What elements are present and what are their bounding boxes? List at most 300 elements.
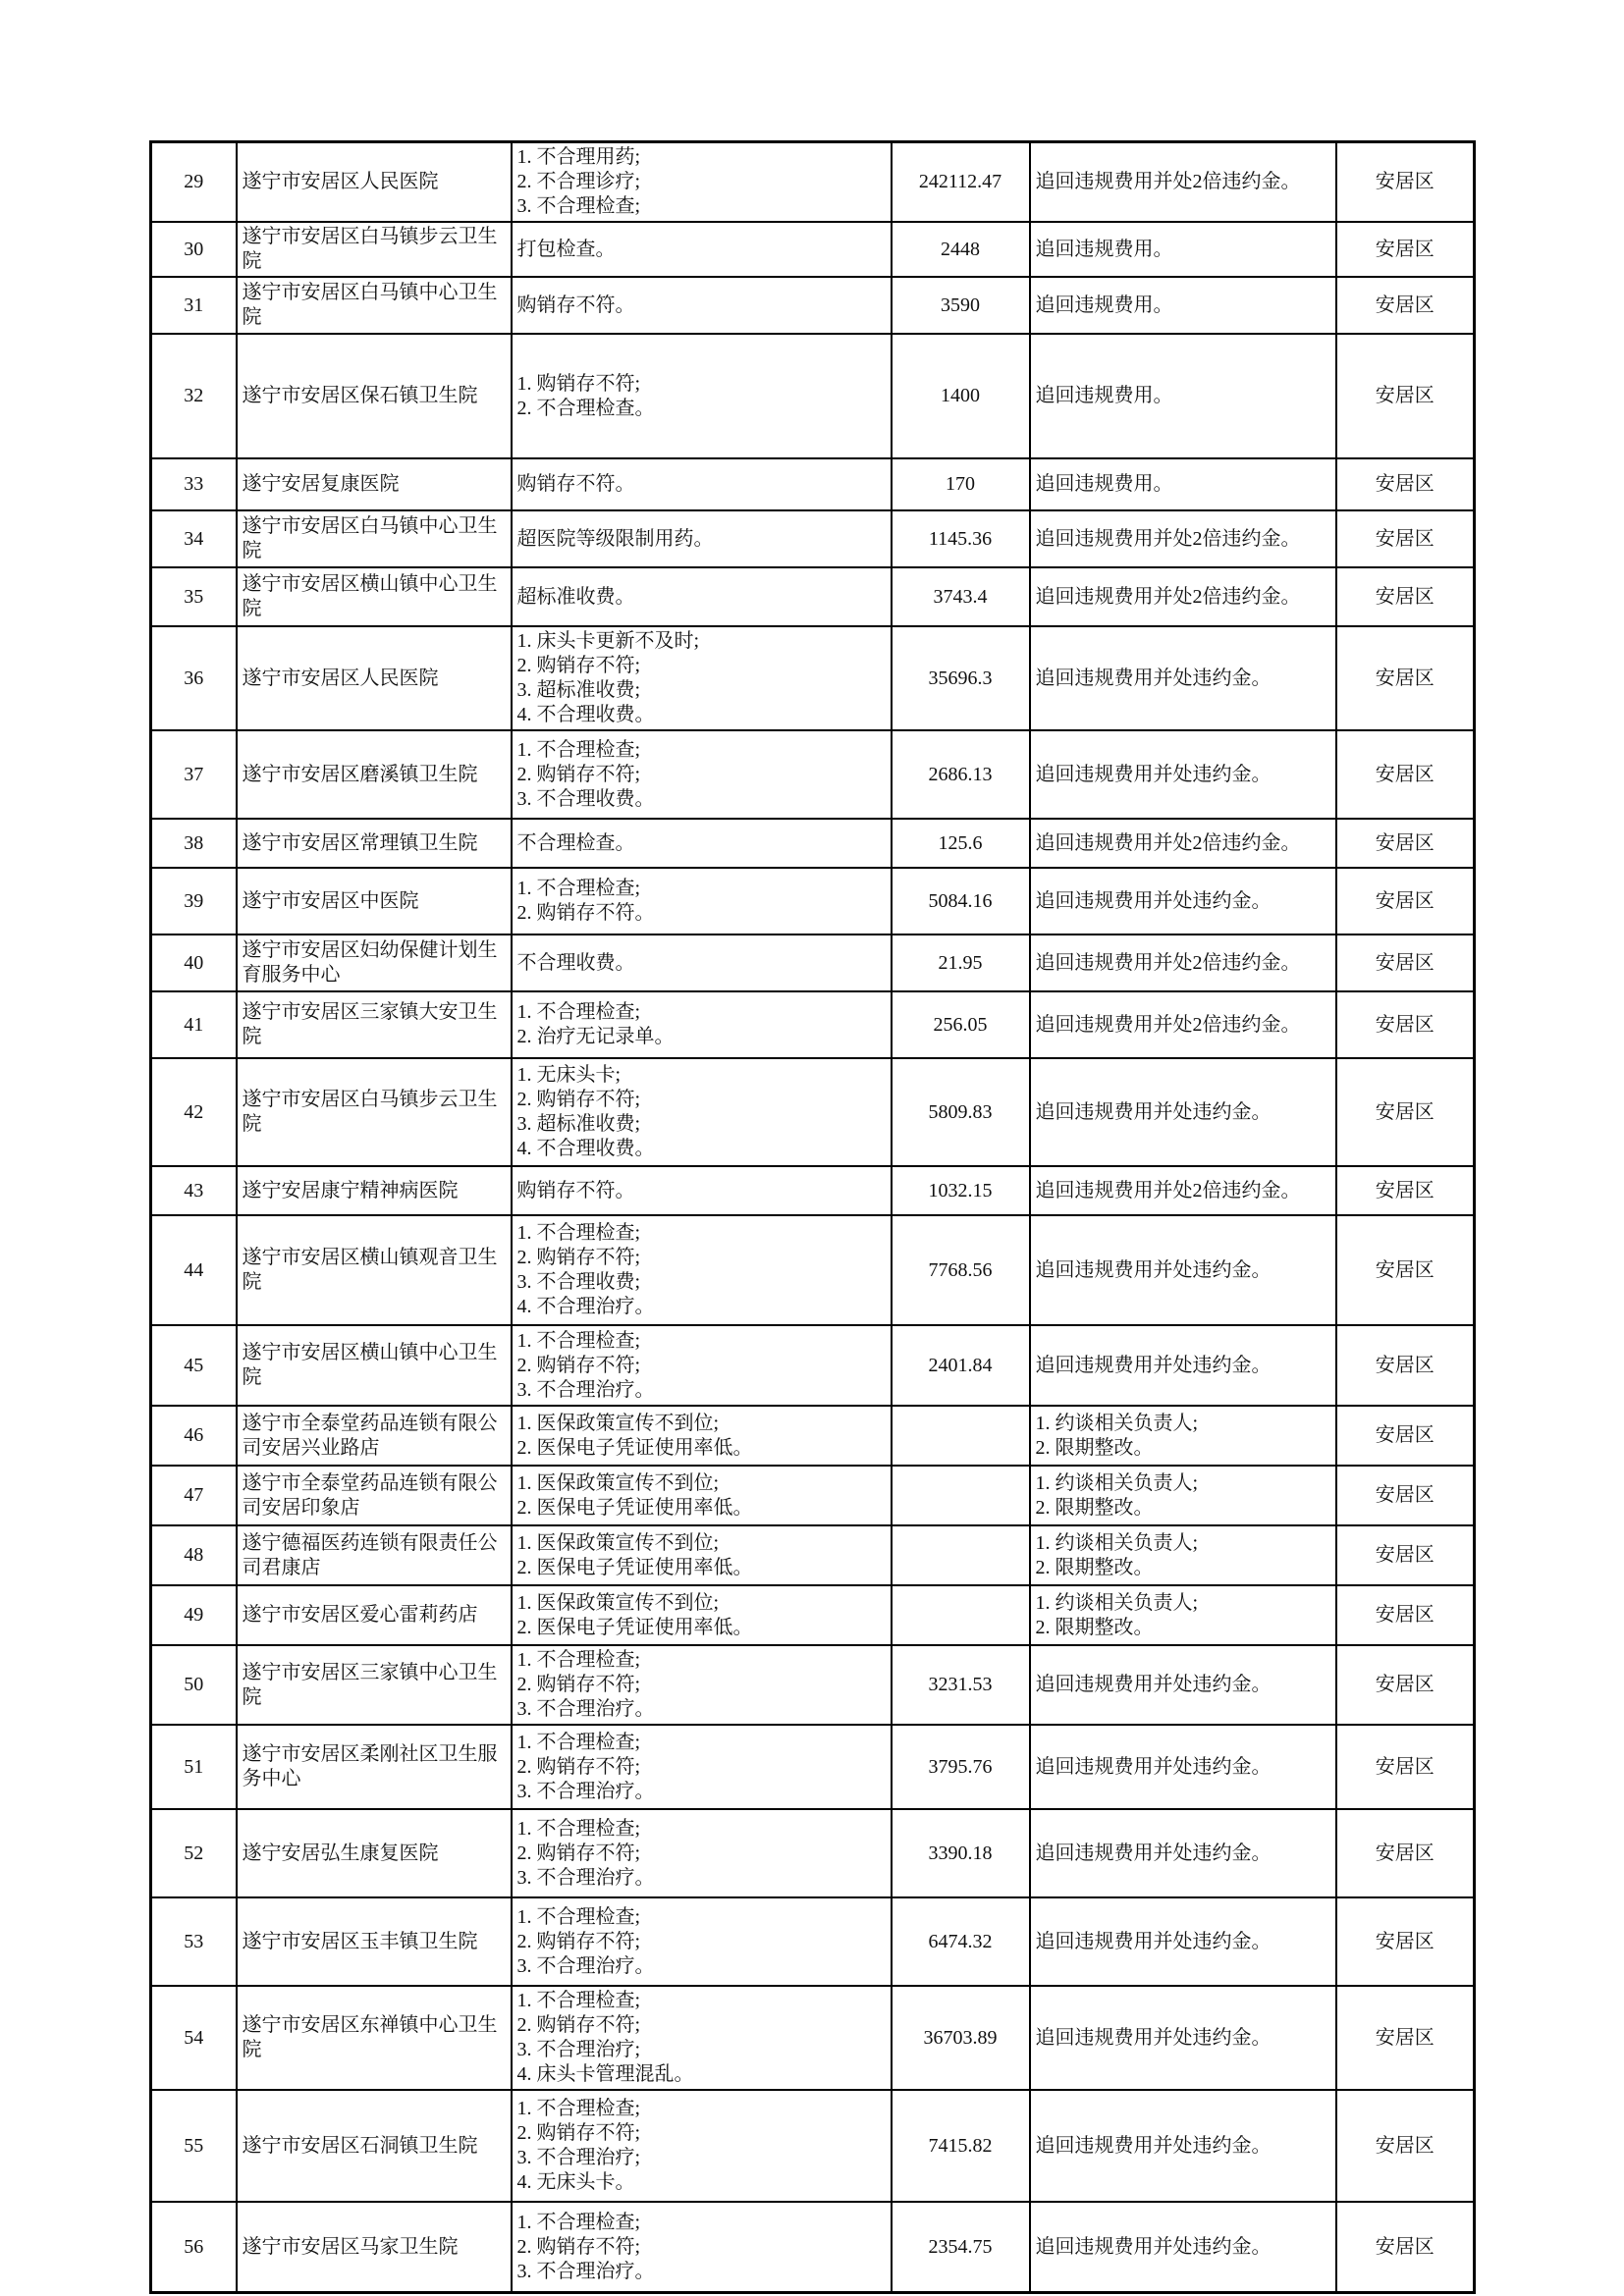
cell-district — [1336, 142, 1475, 223]
table-row — [151, 1058, 1475, 1166]
cell-district — [1336, 567, 1475, 626]
cell-district — [1336, 1525, 1475, 1585]
institution-name: 遂宁市安居区三家镇大安卫生院 — [242, 1001, 498, 1047]
penalty-text — [1036, 1842, 1330, 1866]
institution-name: 遂宁市安居区白马镇步云卫生院 — [242, 226, 498, 272]
institution-name: 遂宁市安居区中医院 — [242, 889, 419, 912]
violation-list — [517, 1648, 886, 1722]
cell-penalty — [1030, 1406, 1336, 1466]
cell-violations — [512, 510, 892, 567]
text-line: 2. 医保电子凭证使用率低。 — [516, 1436, 753, 1459]
district-name: 安居区 — [1375, 294, 1435, 316]
text-line: 4. 不合理收费。 — [516, 704, 655, 725]
penalty-text — [1036, 170, 1330, 194]
text-line: 1. 床头卡更新不及时; — [516, 630, 700, 652]
cell-institution — [237, 868, 512, 934]
text-line: 2. 购销存不符; — [516, 2235, 641, 2258]
cell-institution — [237, 142, 512, 223]
row-number: 54 — [184, 2026, 204, 2049]
cell-row-number — [151, 1897, 237, 1986]
cell-violations — [512, 1725, 892, 1809]
text-line: 追回违规费用并处2倍违约金。 — [1035, 1179, 1301, 1201]
penalty-text — [1036, 1673, 1330, 1697]
amount-value: 242112.47 — [918, 171, 1002, 192]
district-name: 安居区 — [1375, 2134, 1435, 2157]
cell-institution — [237, 334, 512, 458]
text-line: 1. 不合理检查; — [516, 878, 641, 899]
cell-institution — [237, 277, 512, 334]
text-line: 追回违规费用并处违约金。 — [1035, 1100, 1272, 1123]
cell-row-number — [151, 991, 237, 1058]
cell-institution — [237, 2202, 512, 2293]
district-name: 安居区 — [1375, 667, 1435, 689]
cell-penalty — [1030, 1725, 1336, 1809]
text-line: 3. 超标准收费; — [516, 1113, 641, 1135]
district-name: 安居区 — [1375, 1842, 1435, 1864]
violation-list — [517, 1221, 886, 1319]
text-line: 2. 购销存不符; — [516, 763, 641, 785]
cell-violations — [512, 991, 892, 1058]
cell-institution — [237, 991, 512, 1058]
district-name: 安居区 — [1375, 1424, 1435, 1446]
institution-name: 遂宁市安居区人民医院 — [242, 667, 439, 689]
cell-institution — [237, 222, 512, 277]
institution-name: 遂宁市安居区妇幼保健计划生育服务中心 — [242, 939, 498, 986]
amount-value: 3390.18 — [928, 1842, 993, 1864]
penalty-text — [1036, 2026, 1330, 2051]
table-row — [151, 991, 1475, 1058]
amount-value: 2401.84 — [928, 1354, 993, 1376]
violation-list — [517, 629, 886, 727]
cell-row-number — [151, 1166, 237, 1215]
table-row — [151, 1645, 1475, 1725]
cell-violations — [512, 730, 892, 819]
cell-penalty — [1030, 2202, 1336, 2293]
cell-row-number — [151, 1809, 237, 1897]
amount-value: 5084.16 — [928, 889, 993, 912]
cell-penalty — [1030, 142, 1336, 223]
cell-amount — [892, 1645, 1030, 1725]
amount-value: 1032.15 — [928, 1179, 993, 1201]
cell-violations — [512, 458, 892, 510]
district-name: 安居区 — [1375, 1258, 1435, 1281]
institution-name: 遂宁市安居区保石镇卫生院 — [242, 385, 478, 406]
text-line: 1. 约谈相关负责人; — [1035, 1591, 1199, 1614]
cell-amount — [892, 458, 1030, 510]
penalty-text — [1036, 1258, 1330, 1283]
district-name: 安居区 — [1375, 1930, 1435, 1952]
institution-name: 遂宁安居复康医院 — [242, 473, 400, 495]
cell-violations — [512, 819, 892, 868]
penalty-text — [1036, 1755, 1330, 1780]
text-line: 2. 医保电子凭证使用率低。 — [516, 1496, 753, 1519]
cell-violations — [512, 1466, 892, 1525]
text-line: 2. 购销存不符; — [516, 2014, 641, 2036]
penalty-text — [1036, 238, 1330, 262]
district-name: 安居区 — [1375, 889, 1435, 912]
cell-row-number — [151, 1725, 237, 1809]
cell-district — [1336, 626, 1475, 730]
cell-district — [1336, 458, 1475, 510]
text-line: 1. 不合理检查; — [516, 1990, 641, 2011]
table-row — [151, 1466, 1475, 1525]
cell-district — [1336, 1725, 1475, 1809]
table-row — [151, 1897, 1475, 1986]
cell-district — [1336, 819, 1475, 868]
text-line: 追回违规费用并处违约金。 — [1035, 1258, 1272, 1281]
row-number: 41 — [184, 1013, 204, 1036]
text-line: 2. 限期整改。 — [1035, 1556, 1154, 1578]
text-line: 追回违规费用并处违约金。 — [1035, 1930, 1272, 1952]
violation-list — [517, 238, 886, 262]
text-line: 追回违规费用。 — [1035, 385, 1173, 406]
penalty-text — [1036, 1179, 1330, 1203]
violation-list — [517, 1329, 886, 1403]
text-line: 1. 不合理检查; — [516, 738, 641, 761]
cell-amount — [892, 1058, 1030, 1166]
institution-name: 遂宁市安居区磨溪镇卫生院 — [242, 763, 478, 785]
text-line: 购销存不符。 — [516, 473, 635, 495]
cell-penalty — [1030, 730, 1336, 819]
cell-row-number — [151, 730, 237, 819]
text-line: 追回违规费用并处违约金。 — [1035, 667, 1272, 689]
district-name: 安居区 — [1375, 1674, 1435, 1695]
penalty-text — [1036, 1531, 1330, 1580]
cell-institution — [237, 1645, 512, 1725]
district-name: 安居区 — [1375, 1604, 1435, 1626]
cell-institution — [237, 1725, 512, 1809]
institution-name: 遂宁市安居区横山镇中心卫生院 — [242, 1342, 498, 1388]
cell-penalty — [1030, 510, 1336, 567]
table-row — [151, 567, 1475, 626]
cell-institution — [237, 458, 512, 510]
cell-amount — [892, 1166, 1030, 1215]
table-row — [151, 222, 1475, 277]
amount-value: 7768.56 — [928, 1258, 993, 1281]
text-line: 2. 购销存不符; — [516, 1755, 641, 1778]
cell-amount — [892, 1725, 1030, 1809]
text-line: 不合理检查。 — [516, 831, 635, 854]
institution-name: 遂宁市安居区常理镇卫生院 — [242, 831, 478, 854]
row-number: 33 — [184, 473, 204, 495]
text-line: 追回违规费用并处违约金。 — [1035, 1842, 1272, 1864]
cell-institution — [237, 1809, 512, 1897]
amount-value: 35696.3 — [928, 667, 993, 689]
cell-penalty — [1030, 1525, 1336, 1585]
text-line: 购销存不符。 — [516, 294, 635, 316]
cell-row-number — [151, 934, 237, 991]
penalty-text — [1036, 889, 1330, 914]
amount-value: 3743.4 — [933, 585, 988, 608]
cell-district — [1336, 934, 1475, 991]
cell-amount — [892, 819, 1030, 868]
cell-violations — [512, 1058, 892, 1166]
penalty-table-body — [151, 142, 1475, 2293]
amount-value: 3590 — [941, 294, 980, 316]
text-line: 追回违规费用并处违约金。 — [1035, 763, 1272, 785]
cell-penalty — [1030, 1325, 1336, 1406]
institution-name: 遂宁安居康宁精神病医院 — [242, 1179, 459, 1201]
penalty-text — [1036, 1930, 1330, 1954]
district-name: 安居区 — [1375, 385, 1435, 406]
text-line: 追回违规费用。 — [1035, 238, 1173, 260]
text-line: 1. 不合理检查; — [516, 1817, 641, 1840]
violation-list — [517, 1905, 886, 1979]
text-line: 2. 购销存不符; — [516, 1354, 641, 1376]
cell-row-number — [151, 1645, 237, 1725]
institution-name: 遂宁市全泰堂药品连锁有限公司安居印象店 — [242, 1471, 498, 1519]
text-line: 1. 不合理检查; — [516, 1329, 641, 1352]
table-row — [151, 1725, 1475, 1809]
district-name: 安居区 — [1375, 585, 1435, 608]
cell-district — [1336, 2090, 1475, 2202]
cell-penalty — [1030, 991, 1336, 1058]
cell-violations — [512, 1809, 892, 1897]
institution-name: 遂宁市安居区三家镇中心卫生院 — [242, 1661, 498, 1708]
violation-list — [517, 2211, 886, 2284]
text-line: 购销存不符。 — [516, 1179, 635, 1201]
cell-penalty — [1030, 626, 1336, 730]
district-name: 安居区 — [1375, 831, 1435, 854]
cell-amount — [892, 277, 1030, 334]
cell-institution — [237, 626, 512, 730]
cell-institution — [237, 1525, 512, 1585]
text-line: 1. 不合理检查; — [516, 1731, 641, 1753]
institution-name: 遂宁市全泰堂药品连锁有限公司安居兴业路店 — [242, 1412, 498, 1459]
table-row — [151, 1585, 1475, 1645]
cell-institution — [237, 1897, 512, 1986]
penalty-text — [1036, 2235, 1330, 2260]
cell-district — [1336, 334, 1475, 458]
cell-amount — [892, 2090, 1030, 2202]
row-number: 36 — [184, 667, 204, 689]
cell-violations — [512, 1406, 892, 1466]
text-line: 3. 不合理治疗; — [516, 2039, 641, 2060]
penalty-table — [149, 140, 1476, 2294]
cell-amount — [892, 626, 1030, 730]
violation-list — [517, 831, 886, 856]
cell-amount — [892, 1406, 1030, 1466]
text-line: 3. 不合理治疗。 — [516, 1954, 655, 1977]
cell-district — [1336, 1809, 1475, 1897]
text-line: 2. 购销存不符; — [516, 2122, 641, 2144]
table-row — [151, 277, 1475, 334]
amount-value: 170 — [946, 473, 975, 495]
cell-violations — [512, 1645, 892, 1725]
cell-penalty — [1030, 458, 1336, 510]
cell-amount — [892, 1809, 1030, 1897]
cell-violations — [512, 277, 892, 334]
district-name: 安居区 — [1375, 2235, 1435, 2258]
district-name: 安居区 — [1375, 763, 1435, 785]
cell-row-number — [151, 334, 237, 458]
cell-penalty — [1030, 1466, 1336, 1525]
text-line: 4. 不合理治疗。 — [516, 1296, 655, 1317]
row-number: 47 — [184, 1484, 204, 1506]
text-line: 追回违规费用并处违约金。 — [1035, 1354, 1272, 1376]
district-name: 安居区 — [1375, 1755, 1435, 1778]
text-line: 1. 医保政策宣传不到位; — [516, 1471, 720, 1494]
text-line: 追回违规费用并处违约金。 — [1035, 889, 1272, 912]
district-name: 安居区 — [1375, 527, 1435, 550]
cell-row-number — [151, 626, 237, 730]
cell-amount — [892, 2202, 1030, 2293]
cell-institution — [237, 1058, 512, 1166]
row-number: 42 — [184, 1100, 204, 1123]
text-line: 3. 不合理治疗。 — [516, 1780, 655, 1802]
cell-district — [1336, 222, 1475, 277]
table-row — [151, 934, 1475, 991]
institution-name: 遂宁市安居区白马镇中心卫生院 — [242, 282, 498, 328]
district-name: 安居区 — [1375, 1484, 1435, 1506]
cell-institution — [237, 1325, 512, 1406]
row-number: 29 — [184, 171, 204, 192]
cell-violations — [512, 1215, 892, 1325]
cell-penalty — [1030, 1215, 1336, 1325]
violation-list — [517, 951, 886, 976]
text-line: 1. 不合理检查; — [516, 1001, 641, 1023]
row-number: 51 — [184, 1755, 204, 1778]
institution-name: 遂宁市安居区人民医院 — [242, 171, 439, 192]
text-line: 3. 超标准收费; — [516, 679, 641, 701]
cell-row-number — [151, 1986, 237, 2090]
text-line: 追回违规费用。 — [1035, 294, 1173, 316]
violation-list — [517, 2097, 886, 2195]
cell-row-number — [151, 1585, 237, 1645]
cell-penalty — [1030, 277, 1336, 334]
cell-district — [1336, 277, 1475, 334]
cell-amount — [892, 991, 1030, 1058]
cell-amount — [892, 934, 1030, 991]
cell-violations — [512, 1585, 892, 1645]
violation-list — [517, 1179, 886, 1203]
cell-district — [1336, 1215, 1475, 1325]
cell-violations — [512, 1325, 892, 1406]
cell-district — [1336, 1897, 1475, 1986]
penalty-text — [1036, 667, 1330, 691]
text-line: 追回违规费用并处违约金。 — [1035, 2134, 1272, 2157]
cell-institution — [237, 730, 512, 819]
text-line: 2. 购销存不符; — [516, 1247, 641, 1268]
cell-row-number — [151, 868, 237, 934]
table-row — [151, 510, 1475, 567]
cell-row-number — [151, 277, 237, 334]
text-line: 3. 不合理收费。 — [516, 787, 655, 810]
row-number: 38 — [184, 831, 204, 854]
cell-institution — [237, 1166, 512, 1215]
penalty-text — [1036, 1013, 1330, 1038]
text-line: 追回违规费用并处2倍违约金。 — [1035, 171, 1301, 192]
violation-list — [517, 585, 886, 610]
text-line: 1. 医保政策宣传不到位; — [516, 1591, 720, 1614]
cell-violations — [512, 142, 892, 223]
row-number: 45 — [184, 1354, 204, 1376]
cell-district — [1336, 2202, 1475, 2293]
text-line: 2. 购销存不符; — [516, 655, 641, 676]
row-number: 49 — [184, 1604, 204, 1626]
cell-violations — [512, 626, 892, 730]
table-row — [151, 334, 1475, 458]
institution-name: 遂宁市安居区石洞镇卫生院 — [242, 2134, 478, 2157]
cell-penalty — [1030, 1585, 1336, 1645]
amount-value: 3795.76 — [928, 1755, 993, 1778]
table-row — [151, 1215, 1475, 1325]
cell-institution — [237, 1986, 512, 2090]
cell-district — [1336, 1645, 1475, 1725]
district-name: 安居区 — [1375, 1179, 1435, 1201]
cell-violations — [512, 1897, 892, 1986]
row-number: 53 — [184, 1930, 204, 1952]
cell-amount — [892, 1325, 1030, 1406]
cell-district — [1336, 1406, 1475, 1466]
text-line: 2. 医保电子凭证使用率低。 — [516, 1556, 753, 1578]
violation-list — [517, 472, 886, 497]
cell-row-number — [151, 1058, 237, 1166]
text-line: 2. 购销存不符; — [516, 1930, 641, 1952]
amount-value: 6474.32 — [928, 1930, 993, 1952]
cell-penalty — [1030, 222, 1336, 277]
violation-list — [517, 372, 886, 421]
institution-name: 遂宁市安居区白马镇中心卫生院 — [242, 515, 498, 561]
text-line: 1. 购销存不符; — [516, 372, 641, 395]
cell-institution — [237, 1215, 512, 1325]
violation-list — [517, 1000, 886, 1049]
institution-name: 遂宁市安居区马家卫生院 — [242, 2235, 459, 2258]
cell-institution — [237, 1406, 512, 1466]
institution-name: 遂宁市安居区爱心雷莉药店 — [242, 1604, 478, 1626]
amount-value: 125.6 — [938, 831, 983, 854]
cell-institution — [237, 2090, 512, 2202]
cell-row-number — [151, 567, 237, 626]
cell-amount — [892, 567, 1030, 626]
table-row — [151, 142, 1475, 223]
violation-list — [517, 877, 886, 926]
penalty-text — [1036, 384, 1330, 408]
row-number: 30 — [184, 238, 204, 260]
text-line: 2. 购销存不符; — [516, 1842, 641, 1864]
amount-value: 21.95 — [938, 951, 983, 974]
text-line: 1. 医保政策宣传不到位; — [516, 1412, 720, 1434]
penalty-text — [1036, 294, 1330, 318]
violation-list — [517, 294, 886, 318]
cell-row-number — [151, 819, 237, 868]
cell-amount — [892, 334, 1030, 458]
district-name: 安居区 — [1375, 1354, 1435, 1376]
cell-violations — [512, 222, 892, 277]
cell-amount — [892, 1466, 1030, 1525]
violation-list — [517, 1412, 886, 1461]
cell-district — [1336, 1325, 1475, 1406]
cell-institution — [237, 934, 512, 991]
text-line: 不合理收费。 — [516, 951, 635, 974]
cell-row-number — [151, 510, 237, 567]
row-number: 37 — [184, 763, 204, 785]
text-line: 1. 不合理检查; — [516, 2211, 641, 2233]
cell-row-number — [151, 1325, 237, 1406]
text-line: 1. 约谈相关负责人; — [1035, 1471, 1199, 1494]
cell-amount — [892, 510, 1030, 567]
table-row — [151, 1525, 1475, 1585]
penalty-text — [1036, 1591, 1330, 1640]
cell-amount — [892, 1897, 1030, 1986]
district-name: 安居区 — [1375, 238, 1435, 260]
cell-penalty — [1030, 868, 1336, 934]
text-line: 4. 不合理收费。 — [516, 1138, 655, 1159]
cell-violations — [512, 868, 892, 934]
cell-institution — [237, 1466, 512, 1525]
cell-institution — [237, 819, 512, 868]
text-line: 3. 不合理检查; — [516, 195, 641, 217]
